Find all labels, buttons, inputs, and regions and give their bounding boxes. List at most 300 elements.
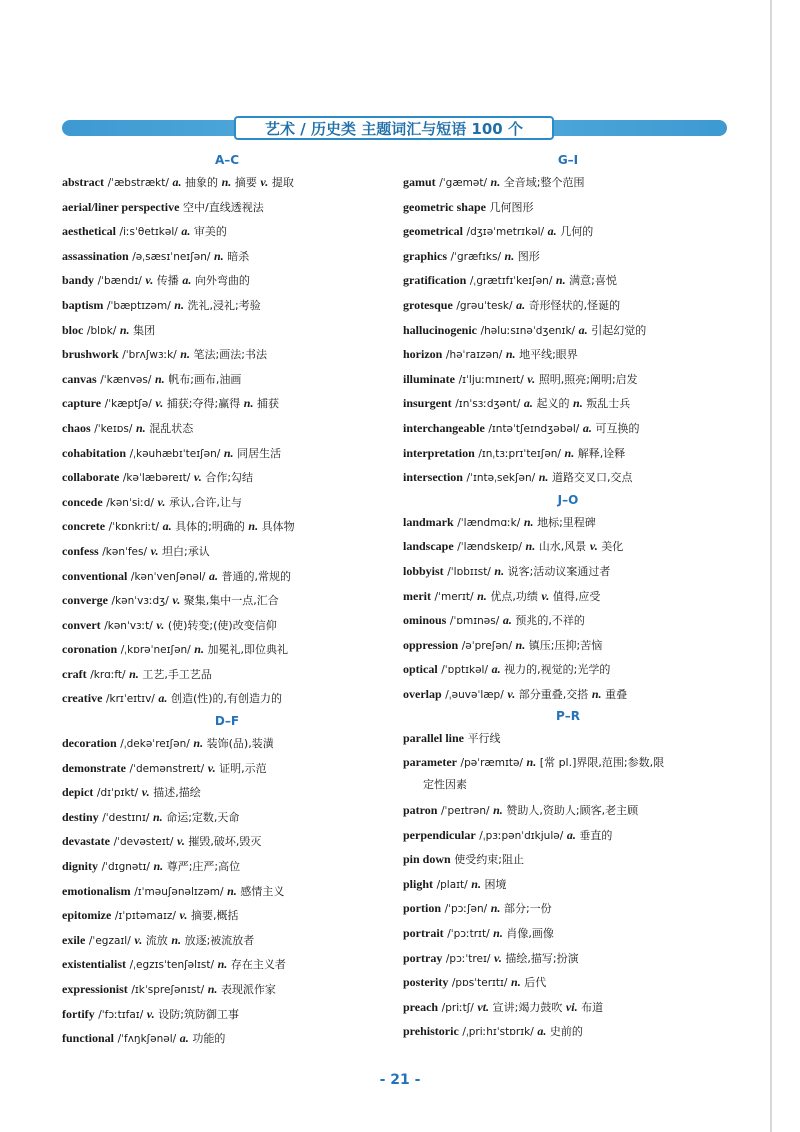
entry-meaning: 证明,示范	[219, 761, 267, 775]
vocab-entry	[403, 534, 733, 559]
entry-pos: n.	[538, 470, 549, 485]
entry-word: landmark	[403, 514, 454, 529]
entry-pos: a.	[516, 297, 526, 312]
entry-meaning: 抽象的	[185, 176, 219, 189]
entry-phonetic: /kənˈvɜːdʒ/	[111, 595, 169, 608]
entry-pos: n.	[171, 932, 182, 947]
entry-meaning: 混乱状态	[149, 421, 194, 435]
entry-phonetic: /kənˈvenʃənəl/	[130, 570, 206, 583]
vocab-entry	[403, 244, 733, 269]
entry-list-d-f	[62, 731, 392, 1051]
vocab-entry	[403, 293, 733, 318]
entry-meaning: 设防;筑防御工事	[158, 1007, 239, 1021]
entry-pos: n.	[174, 297, 184, 312]
entry-pos: n.	[180, 347, 190, 362]
vocab-entry	[403, 170, 733, 195]
vocab-entry	[403, 751, 733, 798]
entry-pos: n.	[523, 514, 534, 529]
entry-meaning: 向外弯曲的	[194, 274, 250, 288]
entry-phonetic: /ˈmerɪt/	[434, 590, 474, 603]
entry-meaning: 部分;一份	[503, 902, 552, 916]
vocab-entry	[403, 995, 733, 1020]
entry-meaning: 感情主义	[240, 884, 285, 898]
entry-meaning: 可互换的	[595, 421, 640, 435]
entry-phonetic: /ˈbændɪ/	[97, 275, 142, 288]
vocab-entry	[403, 946, 733, 971]
entry-meaning: 镇压;压抑;苦恼	[528, 638, 603, 652]
entry-meaning: 平行线	[467, 732, 501, 746]
entry-pos: n.	[223, 445, 234, 460]
entry-phonetic: /blɒk/	[86, 324, 117, 337]
entry-phonetic: /grəuˈtesk/	[456, 299, 513, 312]
entry-meaning: 存在主义者	[230, 958, 286, 972]
entry-meaning: 值得,应受	[552, 589, 601, 603]
entry-phonetic: /ˈdevəsteɪt/	[113, 836, 174, 849]
vocab-entry	[403, 1019, 733, 1044]
vocab-entry	[62, 342, 392, 367]
section-heading-g-i: G–I	[557, 153, 579, 167]
entry-meaning: 预兆的,不祥的	[515, 614, 585, 628]
vocab-entry	[62, 977, 392, 1002]
entry-phonetic: /ˈpeɪtrən/	[441, 805, 490, 818]
entry-list-a-c	[62, 170, 392, 711]
entry-pos: a.	[179, 1031, 189, 1046]
vocab-entry	[62, 244, 392, 269]
entry-pos: n.	[221, 175, 232, 189]
entry-meaning: 流放	[145, 933, 168, 947]
entry-word: gamut	[403, 175, 436, 189]
section-heading-p-r: P–R	[555, 709, 581, 724]
entry-meaning: 承认,合许,让与	[168, 495, 242, 509]
entry-word: existentialist	[62, 957, 126, 972]
entry-meaning: 功能的	[192, 1032, 226, 1046]
entry-meaning: 说客;活动议案通过者	[507, 564, 611, 578]
entry-meaning: 图形	[517, 249, 540, 263]
entry-word: decoration	[62, 736, 117, 751]
entry-pos: n.	[135, 420, 146, 435]
entry-meaning: 垂直的	[579, 828, 613, 842]
entry-word: confess	[62, 543, 99, 558]
entry-word: canvas	[62, 371, 97, 386]
entry-word: gratification	[403, 273, 467, 288]
entry-meaning: 全音域;整个范围	[503, 176, 585, 189]
entry-phonetic: /ˈdemənstreɪt/	[129, 762, 205, 775]
entry-word: prehistoric	[403, 1024, 459, 1039]
entry-phonetic: /ˈlændskeɪp/	[457, 541, 522, 554]
entry-phonetic: /pəˈræmɪtə/	[460, 757, 523, 770]
entry-phonetic: /ɪˈməuʃənəlɪzəm/	[134, 885, 224, 898]
vocab-entry	[403, 657, 733, 682]
vocab-entry	[403, 823, 733, 848]
entry-list-g-i	[403, 170, 733, 490]
section-heading-j-o: J–O	[557, 492, 579, 507]
vocab-entry	[62, 195, 392, 220]
entry-meaning: 尊严;庄严;高位	[166, 860, 241, 874]
entry-phonetic: /kənˈsiːd/	[106, 496, 154, 509]
entry-phonetic: /ɪˈpɪtəmaɪz/	[114, 910, 176, 923]
entry-phonetic: /pɔːˈtreɪ/	[445, 952, 491, 965]
entry-pos: v.	[507, 686, 516, 701]
entry-meaning: 布道	[581, 1000, 604, 1014]
entry-pos: n.	[493, 803, 503, 818]
entry-meaning: 摧毁,破坏,毁灭	[188, 835, 262, 849]
entry-meaning: 合作;勾结	[205, 471, 254, 485]
entry-meaning: 装饰(品),装潢	[206, 737, 274, 751]
entry-pos: v.	[193, 470, 202, 485]
entry-pos: n.	[194, 642, 204, 657]
entry-word: epitomize	[62, 908, 112, 923]
section-heading-d-f: D–F	[214, 714, 240, 729]
entry-meaning: 审美的	[193, 225, 227, 239]
vocab-entry	[62, 731, 392, 756]
page-edge	[770, 0, 772, 1132]
entry-pos: v.	[179, 908, 188, 923]
entry-pos: n.	[591, 686, 602, 701]
entry-meaning: 摘要	[234, 176, 257, 189]
entry-meaning: 叛乱士兵	[586, 397, 631, 411]
entry-phonetic: /ˌkɒrəˈneɪʃən/	[120, 644, 191, 657]
entry-word: aerial/liner perspective	[62, 199, 180, 214]
vocab-entry	[62, 219, 392, 244]
entry-meaning: 宣讲;竭力鼓吹	[492, 1000, 563, 1014]
entry-pos: a.	[523, 396, 533, 411]
vocab-entry	[62, 662, 392, 687]
entry-word: portray	[403, 950, 443, 965]
entry-pos: n.	[154, 371, 165, 386]
entry-meaning: 困境	[484, 877, 507, 891]
entry-word: functional	[62, 1031, 115, 1046]
entry-phonetic: /ˈpɔːʃən/	[444, 903, 488, 916]
vocab-entry	[403, 872, 733, 897]
vocab-entry	[403, 559, 733, 584]
entry-meaning: 奇形怪状的,怪诞的	[528, 298, 621, 312]
entry-pos: n.	[153, 859, 164, 874]
entry-word: overlap	[403, 686, 442, 701]
vocab-entry	[403, 921, 733, 946]
vocab-entry	[403, 342, 733, 367]
entry-word: geometrical	[403, 224, 463, 239]
entry-word: concede	[62, 494, 103, 509]
entry-meaning: 普通的,常规的	[221, 569, 292, 583]
vocab-entry	[403, 441, 733, 466]
vocab-entry	[403, 847, 733, 872]
entry-meaning: 表现派作家	[220, 983, 276, 996]
vocab-entry	[62, 441, 392, 466]
vocab-entry	[403, 268, 733, 293]
entry-meaning-continued: 定性因素	[423, 778, 467, 792]
entry-meaning: 地标;里程碑	[537, 515, 596, 529]
entry-word: portrait	[403, 926, 444, 941]
entry-pos: n.	[213, 248, 224, 263]
entry-meaning: 解释,诠释	[577, 446, 626, 460]
entry-word: landscape	[403, 539, 454, 554]
entry-pos: n.	[494, 563, 505, 578]
entry-phonetic: /kənˈvɜːt/	[104, 619, 153, 632]
entry-word: oppression	[403, 637, 459, 652]
entry-pos: n.	[573, 396, 583, 411]
vocab-entry	[403, 219, 733, 244]
entry-phonetic: /ˈbrʌʃwɜːk/	[122, 349, 177, 362]
entry-phonetic: /ˌpriːhɪˈstɒrɪk/	[462, 1026, 534, 1039]
entry-phonetic: /ˌpɜːpənˈdɪkjulə/	[479, 829, 564, 842]
entry-phonetic: /ɪnˈsɜːdʒənt/	[455, 398, 521, 411]
vocab-entry	[403, 970, 733, 995]
entry-phonetic: /ˈbæptɪzəm/	[106, 299, 171, 312]
entry-word: brushwork	[62, 347, 119, 362]
entry-phonetic: /ˌdekəˈreɪʃən/	[120, 738, 190, 751]
entry-pos: n.	[193, 736, 204, 751]
entry-pos: a.	[547, 224, 557, 239]
page-number: - 21 -	[379, 1072, 421, 1088]
entry-word: devastate	[62, 834, 110, 849]
vocab-entry	[403, 391, 733, 416]
entry-meaning: 肖像,画像	[506, 927, 554, 941]
entry-word: bloc	[62, 322, 84, 337]
vocab-entry	[62, 756, 392, 781]
vocab-entry	[62, 805, 392, 830]
entry-pos: a.	[578, 322, 588, 337]
vocab-entry	[62, 514, 392, 539]
vocab-entry	[62, 686, 392, 711]
entry-word: conventional	[62, 568, 128, 583]
entry-pos: v.	[493, 950, 502, 965]
entry-pos: v.	[527, 371, 536, 386]
entry-word: plight	[403, 876, 434, 891]
entry-list-p-r	[403, 726, 733, 1044]
vocab-entry	[403, 633, 733, 658]
entry-meaning: 具体物	[261, 520, 295, 534]
entry-word: preach	[403, 999, 439, 1014]
vocab-entry	[62, 829, 392, 854]
entry-phonetic: /ˌegzɪsˈtenʃəlɪst/	[129, 959, 215, 972]
entry-word: cohabitation	[62, 445, 127, 460]
vocab-entry	[62, 952, 392, 977]
entry-phonetic: /ɪˈljuːmɪneɪt/	[458, 373, 524, 386]
vocab-entry	[403, 367, 733, 392]
entry-word: optical	[403, 662, 438, 677]
entry-word: parameter	[403, 755, 457, 770]
entry-meaning: 具体的;明确的	[175, 520, 245, 534]
vocab-entry	[62, 268, 392, 293]
vocab-entry	[403, 798, 733, 823]
vocab-entry	[62, 170, 392, 195]
vocab-entry	[62, 539, 392, 564]
entry-phonetic: /kəˈlæbəreɪt/	[122, 472, 191, 485]
entry-pos: vt.	[477, 999, 490, 1014]
entry-word: collaborate	[62, 470, 120, 485]
vocab-entry	[62, 854, 392, 879]
entry-phonetic: /ˈdestɪnɪ/	[102, 811, 150, 824]
entry-meaning: [常 pl.]界限,范围;参数,限	[539, 756, 665, 770]
entry-pos: n.	[490, 175, 501, 189]
entry-pos: n.	[555, 273, 566, 288]
entry-word: capture	[62, 396, 102, 411]
entry-phonetic: /ˈgæmət/	[439, 177, 487, 189]
entry-word: intersection	[403, 470, 463, 485]
vocab-entry	[403, 318, 733, 343]
entry-phonetic: /ˈgræfɪks/	[450, 250, 501, 263]
entry-word: aesthetical	[62, 224, 116, 239]
entry-meaning: 提取	[271, 176, 294, 189]
vocab-entry	[62, 416, 392, 441]
entry-meaning: 几何的	[560, 225, 594, 239]
vocab-entry	[403, 195, 733, 220]
entry-meaning: 帆布;画布,油画	[168, 372, 242, 386]
entry-pos: a.	[491, 662, 501, 677]
entry-pos: n.	[152, 809, 163, 824]
entry-word: convert	[62, 617, 101, 632]
entry-meaning: 起义的	[536, 397, 570, 411]
entry-pos: n.	[525, 539, 536, 554]
entry-phonetic: /plaɪt/	[436, 878, 468, 891]
entry-word: coronation	[62, 642, 118, 657]
left-column	[62, 150, 392, 1051]
entry-pos: v.	[172, 593, 181, 608]
entry-meaning: 摘要,概括	[190, 909, 239, 923]
entry-word: fortify	[62, 1006, 95, 1021]
entry-pos: n.	[471, 876, 481, 891]
banner-title: 艺术 / 历史类 主题词汇与短语 100 个	[234, 116, 554, 140]
entry-meaning: 山水,风景	[538, 540, 587, 554]
vocab-entry	[62, 879, 392, 904]
vocab-entry	[62, 465, 392, 490]
entry-word: geometric shape	[403, 199, 486, 214]
entry-meaning: 暗杀	[227, 249, 250, 263]
entry-phonetic: /iːsˈθetɪkəl/	[119, 226, 178, 239]
entry-pos: n.	[119, 322, 130, 337]
entry-word: merit	[403, 588, 431, 603]
entry-word: bandy	[62, 273, 95, 288]
vocab-entry	[403, 726, 733, 751]
entry-word: interchangeable	[403, 420, 485, 435]
entry-phonetic: /ˌkəuhæbɪˈteɪʃən/	[129, 447, 221, 460]
entry-pos: v.	[146, 1006, 155, 1021]
entry-meaning: 使受约束;阻止	[454, 853, 524, 867]
entry-pos: v.	[541, 588, 550, 603]
entry-phonetic: /əˌsæsɪˈneɪʃən/	[132, 250, 211, 263]
entry-pos: a.	[537, 1024, 547, 1039]
vocab-entry	[62, 928, 392, 953]
entry-phonetic: /ˈpɔːtrɪt/	[447, 928, 490, 941]
entry-phonetic: /ˈlɒbɪɪst/	[447, 565, 491, 578]
vocab-entry	[62, 293, 392, 318]
entry-word: insurgent	[403, 396, 452, 411]
entry-word: destiny	[62, 809, 99, 824]
entry-pos: a.	[208, 568, 218, 583]
entry-pos: v.	[134, 932, 143, 947]
entry-word: exile	[62, 932, 86, 947]
entry-phonetic: /krɪˈeɪtɪv/	[105, 693, 155, 706]
entry-meaning: 捕获	[257, 397, 280, 411]
vocab-entry	[62, 613, 392, 638]
entry-meaning: 命运;定数,天命	[166, 810, 240, 824]
entry-phonetic: /krɑːft/	[90, 668, 126, 681]
entry-word: demonstrate	[62, 760, 126, 775]
entry-pos: v.	[156, 617, 165, 632]
entry-pos: a.	[181, 224, 191, 239]
entry-meaning: 工艺,手工艺品	[142, 667, 212, 681]
section-banner	[62, 116, 727, 140]
entry-pos: n.	[129, 666, 139, 681]
entry-list-j-o	[403, 510, 733, 707]
entry-pos: n.	[217, 957, 228, 972]
entry-phonetic: /dɪˈpɪkt/	[96, 787, 139, 800]
entry-pos: n.	[504, 248, 515, 263]
entry-word: pin down	[403, 852, 451, 867]
entry-meaning: 史前的	[549, 1025, 583, 1039]
entry-pos: n.	[511, 975, 521, 990]
entry-pos: n.	[207, 982, 218, 996]
entry-pos: n.	[248, 519, 259, 534]
entry-phonetic: /dʒɪəˈmetrɪkəl/	[466, 226, 545, 239]
entry-phonetic: /ˈkæptʃə/	[104, 398, 152, 411]
entry-meaning: 满意;喜悦	[569, 274, 617, 288]
entry-meaning: 后代	[524, 976, 547, 990]
entry-phonetic: /ˈfʌŋkʃənəl/	[117, 1033, 177, 1046]
entry-meaning: 重叠	[605, 687, 628, 701]
entry-meaning: 加冕礼,即位典礼	[207, 643, 289, 657]
entry-pos: v.	[207, 760, 216, 775]
entry-meaning: 集团	[133, 323, 156, 337]
vocab-entry	[62, 318, 392, 343]
entry-word: converge	[62, 593, 108, 608]
vocab-entry	[403, 510, 733, 535]
entry-meaning: 照明,照亮;阐明;启发	[538, 372, 638, 386]
entry-phonetic: /ˈlændmɑːk/	[457, 516, 521, 529]
entry-phonetic: /kənˈfes/	[102, 545, 148, 558]
entry-meaning: 笔法;画法;书法	[193, 348, 267, 362]
entry-meaning: 洗礼,浸礼;考验	[187, 298, 261, 312]
vocab-entry	[62, 637, 392, 662]
entry-word: illuminate	[403, 371, 456, 386]
vocab-entry	[62, 564, 392, 589]
entry-phonetic: /ˈkænvəs/	[100, 373, 152, 386]
entry-phonetic: /ˌəuvəˈlæp/	[445, 688, 504, 701]
entry-meaning: 放逐;被流放者	[184, 933, 255, 947]
entry-phonetic: /pɒsˈterɪtɪ/	[451, 977, 508, 990]
entry-phonetic: /ˈegzaɪl/	[88, 934, 131, 947]
entry-pos: vi.	[565, 999, 578, 1014]
vocab-entry	[62, 1026, 392, 1051]
vocab-entry	[62, 367, 392, 392]
entry-pos: v.	[141, 785, 150, 800]
entry-meaning: 描绘,描写;扮演	[505, 951, 579, 965]
entry-meaning: 创造(性)的,有创造力的	[170, 692, 283, 706]
entry-word: craft	[62, 666, 87, 681]
entry-phonetic: /priːtʃ/	[441, 1001, 474, 1014]
entry-meaning: 优点,功绩	[490, 589, 538, 603]
entry-phonetic: /ɪnˌtɜːprɪˈteɪʃən/	[478, 447, 561, 460]
entry-meaning: 赞助人,资助人;顾客,老主顾	[506, 804, 639, 818]
vocab-entry	[62, 490, 392, 515]
entry-pos: v.	[589, 539, 598, 554]
entry-pos: n.	[526, 755, 537, 770]
entry-meaning: 道路交叉口,交点	[552, 471, 633, 485]
vocab-entry	[62, 588, 392, 613]
entry-pos: v.	[150, 543, 159, 558]
entry-word: emotionalism	[62, 883, 131, 898]
entry-phonetic: /ˌgrætɪfɪˈkeɪʃən/	[469, 275, 553, 288]
entry-word: dignity	[62, 859, 99, 874]
vocab-entry	[62, 903, 392, 928]
right-column	[403, 150, 733, 1044]
entry-phonetic: /ˈfɔːtɪfaɪ/	[98, 1008, 144, 1021]
vocab-entry	[403, 416, 733, 441]
section-heading-a-c: A–C	[214, 153, 240, 167]
vocab-entry	[62, 391, 392, 416]
entry-pos: v.	[155, 396, 164, 411]
entry-pos: a.	[158, 691, 168, 706]
